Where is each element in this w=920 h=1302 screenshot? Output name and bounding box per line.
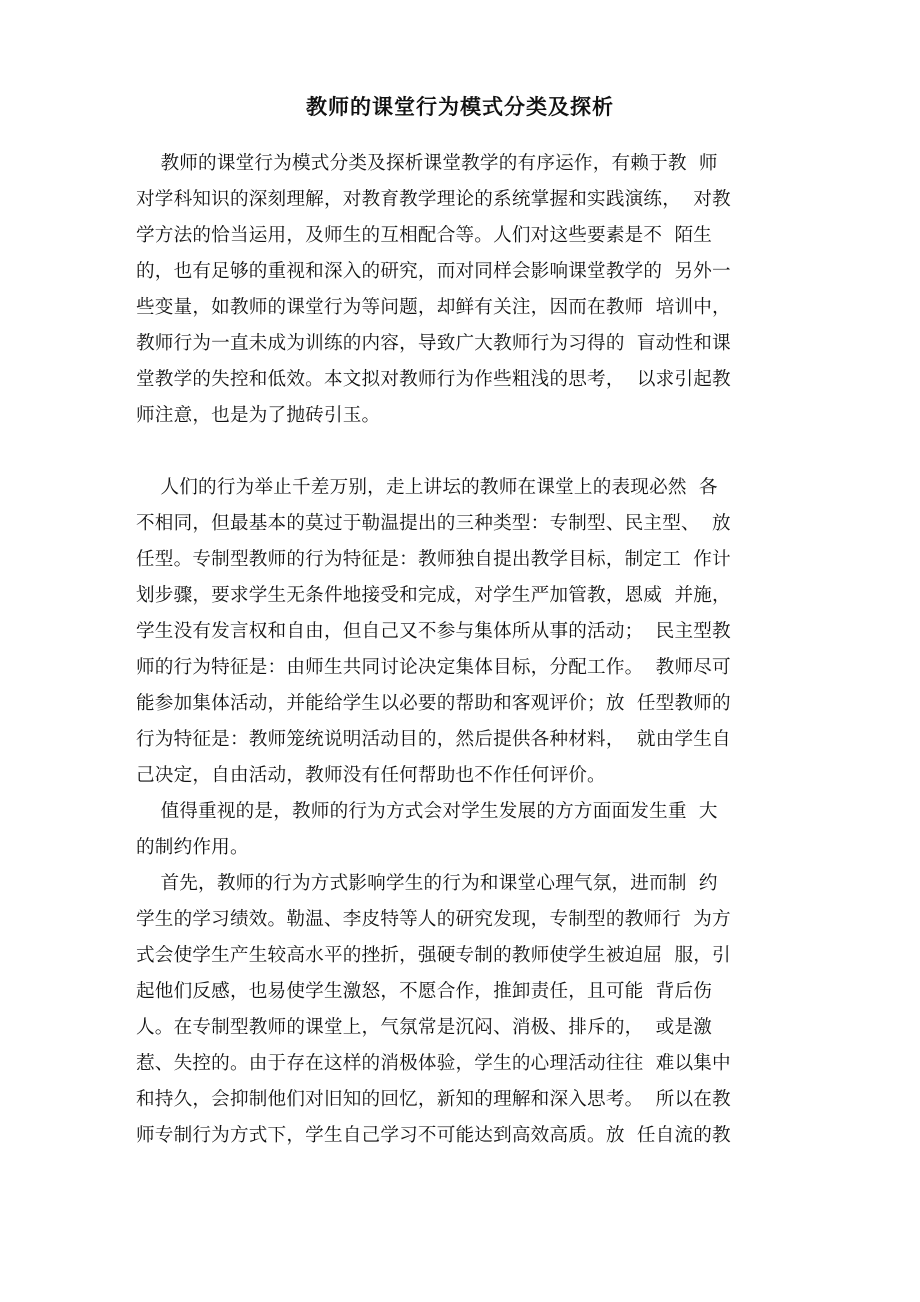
text-line: 学生的学习绩效。勒温、李皮特等人的研究发现，专制型的教师行 为方: [136, 909, 731, 930]
text-line: 起他们反感，也易使学生激怒，不愿合作，推卸责任，且可能 背后伤: [136, 981, 713, 1002]
text-line: 首先，教师的行为方式影响学生的行为和课堂心理气氛，进而制 约: [136, 873, 718, 894]
text-line: 的，也有足够的重视和深入的研究，而对同样会影响课堂教学的 另外一: [136, 261, 731, 282]
text-line: 己决定，自由活动，教师没有任何帮助也不作任何评价。: [136, 765, 606, 786]
text-line: 划步骤，要求学生无条件地接受和完成，对学生严加管教，恩威 并施，: [136, 585, 731, 606]
text-line: 堂教学的失控和低效。本文拟对教师行为作些粗浅的思考， 以求引起教: [136, 369, 731, 390]
text-line: 对学科知识的深刻理解，对教育教学理论的系统掌握和实践演练， 对教: [136, 189, 731, 210]
text-line: 人们的行为举止千差万别，走上讲坛的教师在课堂上的表现必然 各: [136, 477, 718, 498]
text-line: 式会使学生产生较高水平的挫折，强硬专制的教师使学生被迫屈 服，引: [136, 945, 731, 966]
text-line: 值得重视的是，教师的行为方式会对学生发展的方方面面发生重 大: [136, 801, 718, 822]
text-line: 教师行为一直未成为训练的内容，导致广大教师行为习得的 盲动性和课: [136, 333, 731, 354]
text-line: 能参加集体活动，并能给学生以必要的帮助和客观评价；放 任型教师的: [136, 693, 731, 714]
text-line: 师专制行为方式下，学生自己学习不可能达到高效高质。放 任自流的教: [136, 1125, 731, 1146]
text-line: 师注意，也是为了抛砖引玉。: [136, 405, 381, 426]
text-line: 些变量，如教师的课堂行为等问题，却鲜有关注，因而在教师 培训中，: [136, 297, 731, 318]
text-line: 和持久，会抑制他们对旧知的回忆，新知的理解和深入思考。 所以在教: [136, 1089, 731, 1110]
text-line: 任型。专制型教师的行为特征是：教师独自提出教学目标，制定工 作计: [136, 549, 731, 570]
text-line: 的制约作用。: [136, 837, 249, 858]
text-line: 人。在专制型教师的课堂上，气氛常是沉闷、消极、排斥的， 或是激: [136, 1017, 713, 1038]
text-line: 学方法的恰当运用，及师生的互相配合等。人们对这些要素是不 陌生: [136, 225, 713, 246]
text-line: 惹、失控的。由于存在这样的消极体验，学生的心理活动往往 难以集中: [136, 1053, 731, 1074]
text-line: 行为特征是：教师笼统说明活动目的，然后提供各种材料， 就由学生自: [136, 729, 731, 750]
document-title: 教师的课堂行为模式分类及探析: [306, 95, 614, 119]
text-line: 教师的课堂行为模式分类及探析课堂教学的有序运作，有赖于教 师: [136, 153, 718, 174]
text-line: 学生没有发言权和自由，但自己又不参与集体所从事的活动； 民主型教: [136, 621, 731, 642]
text-line: 师的行为特征是：由师生共同讨论决定集体目标，分配工作。 教师尽可: [136, 657, 731, 678]
text-line: 不相同，但最基本的莫过于勒温提出的三种类型：专制型、民主型、 放: [136, 513, 731, 534]
